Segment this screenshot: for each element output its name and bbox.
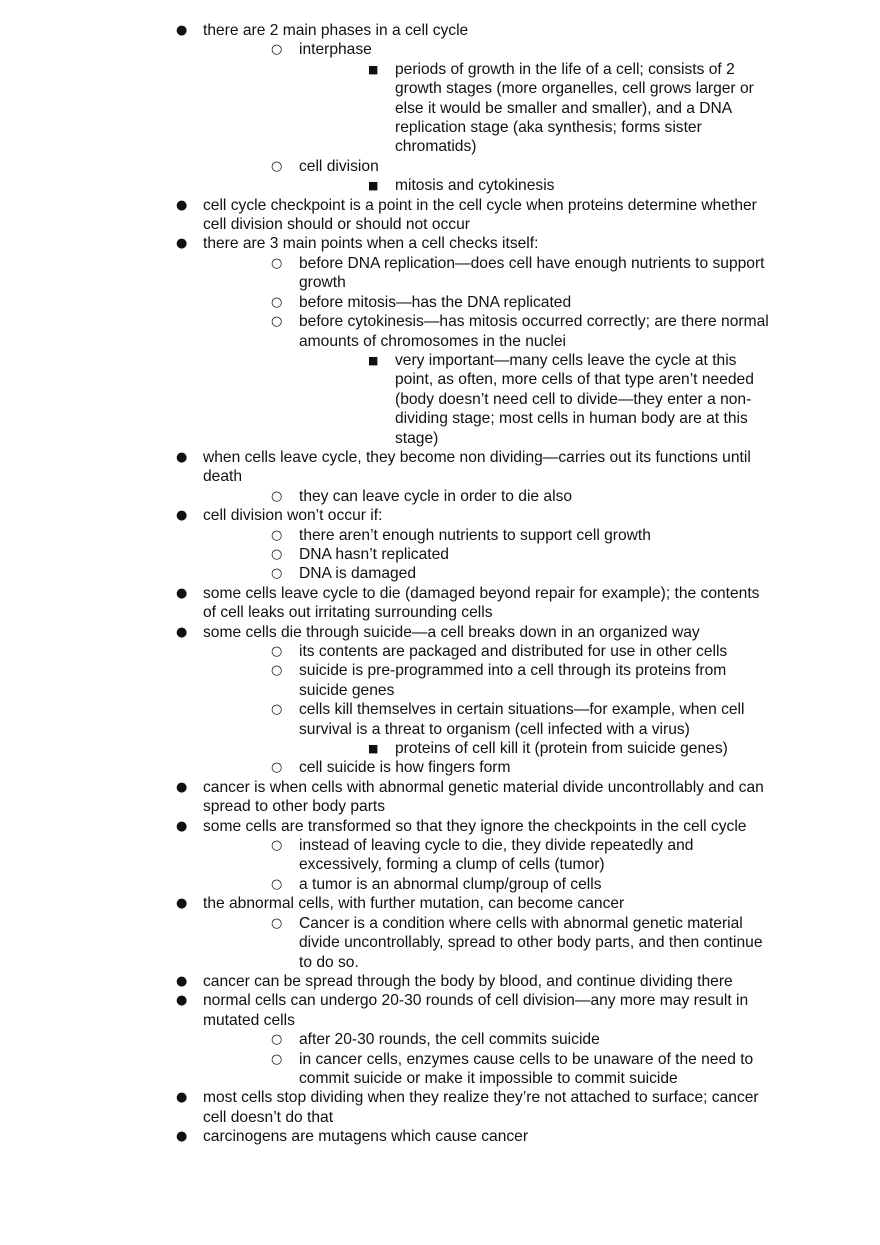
- note-text: normal cells can undergo 20-30 rounds of cell division—any more may result in mutated cells: [203, 992, 749, 1029]
- square-bullet-icon: ■: [368, 742, 379, 756]
- note-item-level-2: [0, 914, 774, 972]
- note-item-level-1: [0, 972, 773, 991]
- note-item-level-1: [0, 21, 773, 40]
- note-item-level-2: [0, 564, 774, 583]
- note-text: mitosis and cytokinesis: [395, 177, 555, 195]
- note-text: cell division: [299, 157, 379, 175]
- note-text: some cells leave cycle to die (damaged beyond repair for example); the contents of cell leaks out irritating surrounding cells: [203, 584, 760, 622]
- square-bullet-icon: ■: [368, 353, 379, 367]
- hollow-circle-bullet-icon: ○: [271, 566, 283, 582]
- hollow-circle-bullet-icon: ○: [271, 838, 283, 854]
- note-text: before DNA replication—does cell have enough nutrients to support growth: [299, 254, 765, 292]
- note-item-level-1: [0, 817, 773, 836]
- note-text: before cytokinesis—has mitosis occurred correctly; are there normal amounts of chromosomes in the nuclei: [299, 313, 769, 350]
- note-item-level-3: [0, 739, 775, 758]
- note-item-level-3: [0, 60, 775, 157]
- note-item-level-2: [0, 1050, 774, 1089]
- hollow-circle-bullet-icon: ○: [271, 488, 283, 504]
- note-item-level-1: [0, 448, 773, 487]
- note-text: most cells stop dividing when they realize they’re not attached to surface; cancer cell doesn’t do that: [203, 1089, 759, 1126]
- note-text: there are 2 main phases in a cell cycle: [203, 22, 469, 39]
- note-text: some cells are transformed so that they ignore the checkpoints in the cell cycle: [203, 817, 747, 835]
- hollow-circle-bullet-icon: ○: [271, 294, 283, 310]
- note-text: some cells die through suicide—a cell breaks down in an organized way: [203, 623, 700, 641]
- note-text: cell suicide is how fingers form: [299, 759, 511, 777]
- filled-circle-bullet-icon: ●: [176, 973, 188, 989]
- note-item-level-1: [0, 623, 773, 642]
- note-item-level-2: [0, 526, 774, 545]
- note-item-level-2: [0, 312, 774, 351]
- note-item-level-1: [0, 894, 773, 913]
- note-text: before mitosis—has the DNA replicated: [299, 293, 572, 311]
- note-item-level-2: [0, 545, 774, 564]
- note-item-level-3: [0, 351, 775, 448]
- note-text: cells kill themselves in certain situations—for example, when cell survival is a threat to organism (cell infected with a virus): [299, 701, 745, 738]
- square-bullet-icon: ■: [368, 179, 379, 193]
- note-item-level-2: [0, 293, 774, 312]
- filled-circle-bullet-icon: ●: [176, 449, 188, 465]
- note-item-level-2: [0, 40, 774, 59]
- note-text: in cancer cells, enzymes cause cells to be unaware of the need to commit suicide or make it impossible to commit suicide: [299, 1050, 754, 1087]
- note-text: cell division won’t occur if:: [203, 507, 383, 525]
- filled-circle-bullet-icon: ●: [176, 197, 188, 213]
- square-bullet-icon: ■: [368, 62, 379, 76]
- hollow-circle-bullet-icon: ○: [271, 255, 283, 271]
- note-text: cancer can be spread through the body by blood, and continue dividing there: [203, 972, 733, 990]
- note-item-level-1: [0, 196, 773, 235]
- note-item-level-2: [0, 254, 774, 293]
- note-item-level-1: [0, 778, 773, 817]
- note-text: there are 3 main points when a cell checks itself:: [203, 235, 539, 253]
- note-item-level-3: [0, 176, 775, 195]
- note-item-level-1: [0, 1127, 773, 1146]
- filled-circle-bullet-icon: ●: [176, 624, 188, 640]
- note-text: there aren’t enough nutrients to support cell growth: [299, 526, 651, 544]
- note-text: DNA hasn’t replicated: [299, 545, 449, 563]
- note-item-level-2: [0, 700, 774, 739]
- note-text: after 20-30 rounds, the cell commits suicide: [299, 1031, 600, 1049]
- filled-circle-bullet-icon: ●: [176, 896, 188, 912]
- filled-circle-bullet-icon: ●: [176, 585, 188, 601]
- note-item-level-2: [0, 157, 774, 176]
- hollow-circle-bullet-icon: ○: [271, 1032, 283, 1048]
- note-text: a tumor is an abnormal clump/group of cells: [299, 875, 602, 893]
- hollow-circle-bullet-icon: ○: [271, 527, 283, 543]
- note-text: cancer is when cells with abnormal genetic material divide uncontrollably and can spread to other body parts: [203, 778, 764, 816]
- filled-circle-bullet-icon: ●: [176, 1090, 188, 1106]
- hollow-circle-bullet-icon: ○: [271, 876, 283, 892]
- hollow-circle-bullet-icon: ○: [271, 314, 283, 330]
- note-item-level-1: [0, 1088, 773, 1127]
- hollow-circle-bullet-icon: ○: [271, 644, 283, 659]
- note-item-level-1: [0, 506, 773, 525]
- note-item-level-2: [0, 661, 774, 700]
- filled-circle-bullet-icon: ●: [176, 508, 188, 524]
- note-item-level-1: [0, 584, 773, 623]
- note-text: suicide is pre-programmed into a cell through its proteins from suicide genes: [299, 662, 727, 699]
- note-text: cell cycle checkpoint is a point in the cell cycle when proteins determine whether cell division should or should not occur: [203, 196, 757, 234]
- note-item-level-2: [0, 836, 774, 875]
- note-item-level-2: [0, 487, 774, 506]
- note-item-level-2: [0, 1030, 774, 1049]
- filled-circle-bullet-icon: ●: [176, 23, 188, 38]
- note-text: carcinogens are mutagens which cause cancer: [203, 1128, 529, 1146]
- note-text: proteins of cell kill it (protein from suicide genes): [395, 740, 728, 758]
- hollow-circle-bullet-icon: ○: [271, 1051, 283, 1067]
- hollow-circle-bullet-icon: ○: [271, 42, 283, 58]
- note-text: DNA is damaged: [299, 565, 417, 583]
- note-text: instead of leaving cycle to die, they divide repeatedly and excessively, forming a clump of cells (tumor): [299, 837, 694, 874]
- filled-circle-bullet-icon: ●: [176, 1129, 188, 1145]
- note-text: periods of growth in the life of a cell; consists of 2 growth stages (more organelles, cell grows larger or else it would be smaller and smaller), and a DNA replication stage (aka synthesis; forms sister chromatids): [395, 60, 754, 156]
- filled-circle-bullet-icon: ●: [176, 818, 188, 834]
- note-text: very important—many cells leave the cycle at this point, as often, more cells of that type aren’t needed (body doesn’t need cell to divide—they enter a non-dividing stage; most cells in human body are at this stage): [395, 351, 754, 447]
- hollow-circle-bullet-icon: ○: [271, 760, 283, 776]
- note-text: Cancer is a condition where cells with abnormal genetic material divide uncontrollably, spread to other body parts, and then continue to do so.: [299, 914, 763, 971]
- hollow-circle-bullet-icon: ○: [271, 663, 283, 679]
- note-item-level-2: [0, 642, 774, 661]
- note-text: the abnormal cells, with further mutation, can become cancer: [203, 895, 625, 913]
- hollow-circle-bullet-icon: ○: [271, 546, 283, 562]
- filled-circle-bullet-icon: ●: [176, 236, 188, 252]
- note-item-level-2: [0, 758, 774, 777]
- hollow-circle-bullet-icon: ○: [271, 915, 283, 931]
- hollow-circle-bullet-icon: ○: [271, 158, 283, 174]
- note-item-level-1: [0, 234, 773, 253]
- note-text: interphase: [299, 41, 372, 59]
- notes-document: [0, 21, 880, 1147]
- note-item-level-2: [0, 875, 774, 894]
- filled-circle-bullet-icon: ●: [176, 779, 188, 795]
- note-text: they can leave cycle in order to die also: [299, 487, 573, 505]
- note-item-level-1: [0, 991, 773, 1030]
- note-text: when cells leave cycle, they become non dividing—carries out its functions until death: [203, 448, 751, 486]
- hollow-circle-bullet-icon: ○: [271, 702, 283, 718]
- filled-circle-bullet-icon: ●: [176, 993, 188, 1009]
- note-text: its contents are packaged and distributed for use in other cells: [299, 643, 728, 660]
